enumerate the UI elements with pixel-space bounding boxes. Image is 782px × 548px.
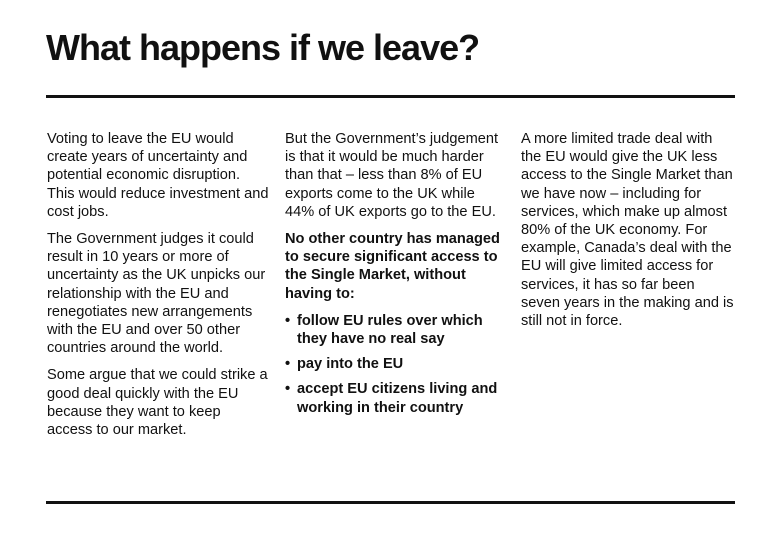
bullet-icon: • [285,381,291,398]
middle-column [285,130,507,424]
left-column [47,130,269,448]
page-title: What happens if we leave? [46,27,480,68]
list-item [285,355,507,373]
list-item [285,380,507,416]
top-divider [46,95,735,98]
left-paragraph-1: Voting to leave the EU would create years of uncertainty and potential economic disruption. This would reduce investment and cost jobs. [47,131,269,220]
bullet-icon: • [285,356,291,373]
left-paragraph-2: The Government judges it could result in 10 years or more of uncertainty as the UK unpicks our relationship with the EU and renegotiates new arrangements with the EU and over 50 other countries around the world. [47,231,266,357]
list-item-text: pay into the EU [297,356,404,373]
bullet-icon: • [285,312,291,329]
left-paragraph-3: Some argue that we could strike a good deal quickly with the EU because they want to keep access to our market. [47,367,268,439]
list-item-text: accept EU citizens living and working in their country [297,381,498,416]
list-item [285,312,507,348]
right-column [521,130,735,339]
middle-bold-intro: No other country has managed to secure significant access to the Single Market, without having to: [285,231,500,302]
conditions-list [285,312,507,417]
list-item-text: follow EU rules over which they have no real say [297,312,483,348]
right-paragraph: A more limited trade deal with the EU would give the UK less access to the Single Market than we have now – including for services, which make up almost 80% of the UK economy. For example, Canada’s deal with the EU will give limited access for services, it has so far been seven years in the making and is still not in force. [521,131,734,330]
bottom-divider [46,501,735,504]
middle-paragraph: But the Government’s judgement is that it would be much harder than that – less than 8% of EU exports come to the UK while 44% of UK exports go to the EU. [285,131,499,220]
